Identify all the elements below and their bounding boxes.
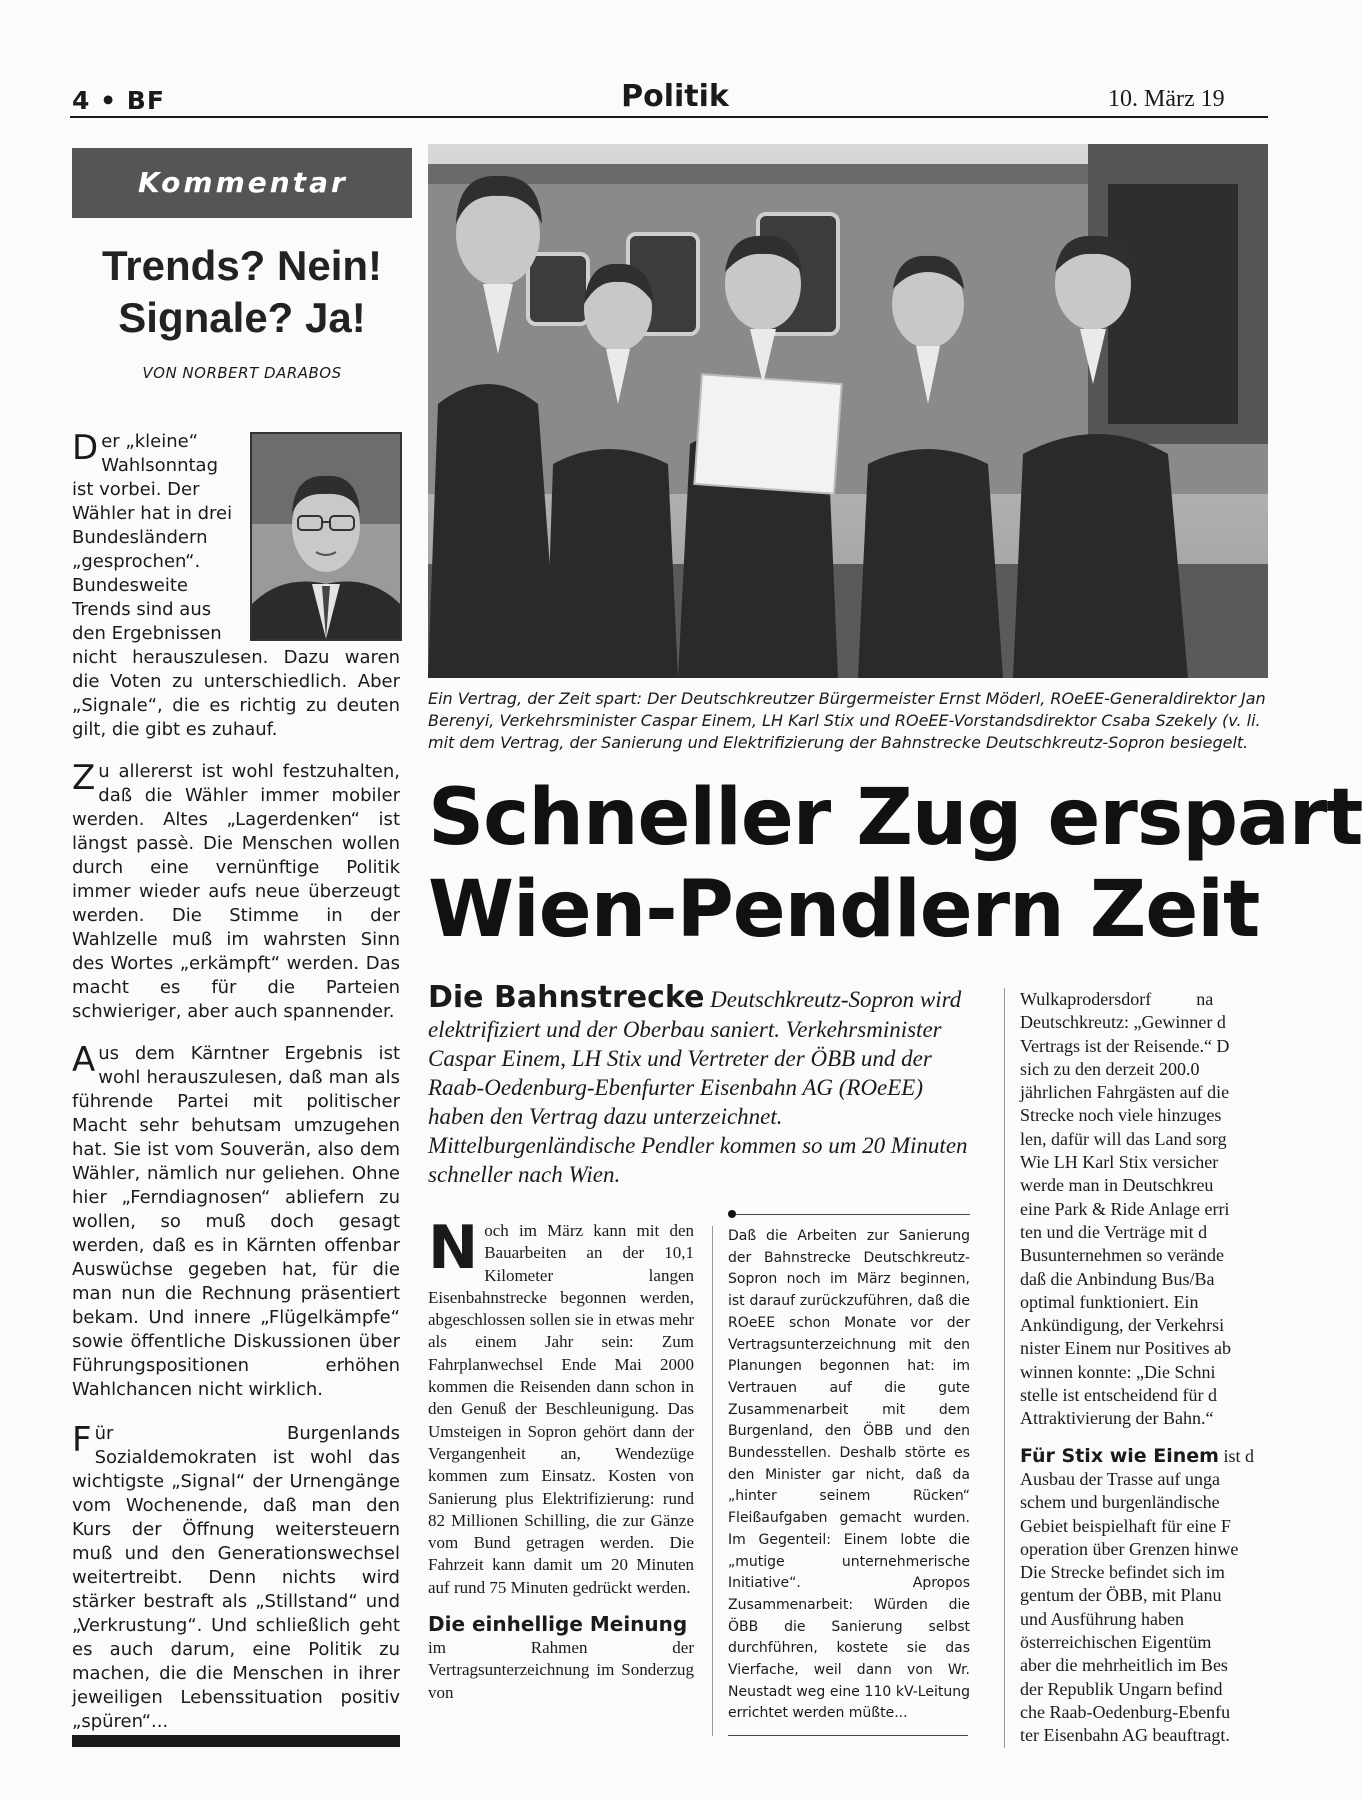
body-text: im Rahmen der Vertragsunterzeichnung im Sonderzug von xyxy=(428,1638,694,1702)
body-line: daß die Anbindung Bus/Ba xyxy=(1020,1268,1215,1289)
body-line: sich zu den derzeit 200.0 xyxy=(1020,1058,1200,1079)
comment-paragraph-1b: nicht herauszulesen. Dazu waren die Voten zu unterschiedlich. Aber „Signale“, die es richtig zu deuten gilt, die gibt es zuhauf. xyxy=(72,647,400,740)
comment-paragraph-4-text: ür Burgenlands Sozialdemokraten ist wohl das wichtigste „Signal“ der Urnengänge vom Wochenende, daß man den Kurs der Öffnung weitersteuern muß und den Generationswechsel weitertreibt. Denn nichts wird stärker bestraft als „Stillstand“ und „Verkrustung“. Und schließlich geht es auch darum, eine Politik zu machen, die die Menschen in ihrer jeweiligen Lebenssituation positiv „spüren“... xyxy=(72,1423,400,1732)
comment-paragraph-2 xyxy=(72,760,400,1024)
dropcap: Z xyxy=(72,758,96,798)
body-line: österreichischen Eigentüm xyxy=(1020,1632,1212,1653)
column-divider xyxy=(1004,988,1005,1748)
article-headline-line2: Wien-Pendlern Zeit xyxy=(428,865,1260,955)
body-text: och im März kann mit den Bauarbeiten an der 10,1 Kilometer langen Eisenbahnstrecke begonnen werden, abgeschlossen sollen sie in etwas mehr als einem Jahr sein: Zum Fahrplanwechsel Ende Mai 2000 kommen die Reisenden dann schon in den Genuß der Beschleunigung. Das Umsteigen in Sopron gehört dann der Vergangenheit an, Wendezüge kommen zum Einsatz. Kosten von Sanierung plus Elektrifizierung: rund 82 Millionen Schilling, die zur Gänze vom Bund getragen werden. Die Fahrzeit kann damit um 20 Minuten auf rund 75 Minuten gedrückt werden. xyxy=(428,1221,694,1597)
body-line: gentum der ÖBB, mit Planu xyxy=(1020,1585,1222,1606)
article-body-column-1 xyxy=(428,1213,694,1704)
portrait-drawing xyxy=(252,434,400,639)
caption-line-3: mit dem Vertrag, der Sanierung und Elektrifizierung der Bahnstrecke Deutschkreutz-Sopron besiegelt. xyxy=(428,733,1249,752)
body-line: Die Strecke befindet sich im xyxy=(1020,1562,1225,1583)
body-line: ter Eisenbahn AG beauftragt. xyxy=(1020,1725,1230,1746)
body-line: aber die mehrheitlich im Bes xyxy=(1020,1655,1228,1676)
comment-paragraph-1a xyxy=(72,430,244,646)
bullet-dot xyxy=(728,1210,736,1218)
article-box xyxy=(728,1226,970,1725)
comment-byline: VON NORBERT DARABOS xyxy=(142,364,342,382)
comment-paragraph-3-text: us dem Kärntner Ergebnis ist wohl herauszulesen, daß man als führende Partei mit politischer Macht sehr behutsam umzugehen hat. Sie ist vom Souverän, also dem Wähler, nämlich nur geliehen. Ohne hier „Ferndiagnosen“ abliefern zu wollen, so muß doch gesagt werden, daß es in Kärnten offenbar Auswüchse gegeben hat, für die man nun die Rechnung präsentiert bekam. Und innere „Flügelkämpfe“ sowie öffentliche Diskussionen über Führungspositionen erhöhen Wahlchancen nicht wirklich. xyxy=(72,1043,400,1400)
body-line: che Raab-Oedenburg-Ebenfu xyxy=(1020,1701,1231,1722)
body-line: schem und burgenländische xyxy=(1020,1492,1220,1513)
body-line: Gebiet beispielhaft für eine F xyxy=(1020,1515,1231,1536)
comment-headline-line1: Trends? Nein! xyxy=(101,242,383,289)
body-line: Wie LH Karl Stix versicher xyxy=(1020,1152,1219,1173)
body-line: operation über Grenzen hinwe xyxy=(1020,1538,1239,1559)
article-photo xyxy=(428,144,1268,678)
article-headline-line1: Schneller Zug erspart xyxy=(428,773,1362,863)
body-line: jährlichen Fahrgästen auf die xyxy=(1020,1082,1230,1103)
header-rule xyxy=(70,116,1268,118)
comment-end-bar xyxy=(72,1735,400,1747)
body-line: ten und die Verträge mit d xyxy=(1020,1221,1208,1242)
comment-paragraph-1-text: er „kleine“ Wahlsonntag ist vorbei. Der Wähler hat in drei Bundesländern „gesprochen“. Bundesweite Trends sind aus den Ergebnissen xyxy=(72,431,233,644)
article-deck xyxy=(428,980,976,1189)
subhead: Die einhellige Meinung xyxy=(428,1612,688,1637)
caption-line-1: Ein Vertrag, der Zeit spart: Der Deutschkreutzer Bürgermeister Ernst Möderl, ROeEE-Generaldirektor Jan xyxy=(428,689,1266,708)
photo-drawing xyxy=(428,144,1268,678)
subhead xyxy=(1020,1445,1268,1468)
body-line: winnen konnte: „Die Schni xyxy=(1020,1361,1216,1382)
body-line: optimal funktioniert. Ein xyxy=(1020,1291,1199,1312)
body-line: Vertrags ist der Reisende.“ D xyxy=(1020,1035,1230,1056)
comment-headline-line2: Signale? Ja! xyxy=(118,294,366,341)
comment-headline xyxy=(72,240,412,344)
box-end-rule xyxy=(728,1735,968,1736)
caption-line-2: Berenyi, Verkehrsminister Caspar Einem, LH Karl Stix und ROeEE-Vorstandsdirektor Csaba Szekely (v. li. xyxy=(428,711,1261,730)
dropcap: F xyxy=(72,1420,92,1460)
comment-paragraph-3 xyxy=(72,1042,400,1402)
subhead-label: Für Stix wie Einem xyxy=(1020,1444,1219,1467)
dropcap: D xyxy=(72,428,99,468)
dropcap: A xyxy=(72,1040,96,1080)
body-line: Wulkaprodersdorf na xyxy=(1020,989,1214,1009)
body-line: eine Park & Ride Anlage erri xyxy=(1020,1198,1230,1219)
body-line: der Republik Ungarn befind xyxy=(1020,1678,1223,1699)
comment-paragraph-4 xyxy=(72,1422,400,1734)
issue-date: 10. März 19 xyxy=(1108,86,1225,112)
deck-lead: Die Bahnstrecke xyxy=(428,980,705,1015)
comment-paragraph-2-text: u allererst ist wohl festzuhalten, daß die Wähler immer mobiler werden. Altes „Lagerdenken“ ist längst passè. Die Menschen wollen durch eine vernünftige Politik immer wieder aufs neue überzeugt werden. Die Stimme in der Wahlzelle muß im wahrsten Sinn des Wortes „erkämpft“ werden. Das macht es für die Parteien schwieriger, aber auch spannender. xyxy=(72,761,400,1022)
body-line: Busunternehmen so verände xyxy=(1020,1245,1224,1266)
body-line: Strecke noch viele hinzuges xyxy=(1020,1105,1222,1126)
body-line: Ankündigung, der Verkehrsi xyxy=(1020,1315,1225,1336)
body-line: nister Einem nur Positives ab xyxy=(1020,1338,1231,1359)
body-line: Attraktivierung der Bahn.“ xyxy=(1020,1408,1214,1429)
column-divider xyxy=(712,1226,713,1736)
body-text: ist d xyxy=(1218,1445,1254,1466)
dropcap: N xyxy=(428,1213,479,1283)
comment-label: Kommentar xyxy=(72,148,412,218)
box-text: Daß die Arbeiten zur Sanierung der Bahnstrecke Deutschkreutz-Sopron noch im März beginnen, ist darauf zurückzuführen, daß die ROeEE schon Monate vor der Vertragsunterzeichnung mit den Planungen begonnen hat: im Vertrauen auf die gute Zusammenarbeit mit dem Burgenland, den ÖBB und den Bundesstellen. Deshalb störte es den Minister gar nicht, daß da „hinter seinem Rücken“ Fleißaufgaben gemacht wurden. Im Gegenteil: Einem lobte die „mutige unternehmerische Initiative“. Apropos Zusammenarbeit: Würden die ÖBB die Sanierung selbst durchführen, kostete sie das Vierfache, weil dann von Wr. Neustadt weg eine 110 kV-Leitung errichtet werden müßte... xyxy=(728,1228,970,1722)
body-line: stelle ist entscheidend für d xyxy=(1020,1385,1217,1406)
body-line: werde man in Deutschkreu xyxy=(1020,1175,1214,1196)
body-line: len, dafür will das Land sorg xyxy=(1020,1128,1227,1149)
body-line: Ausbau der Trasse auf unga xyxy=(1020,1468,1220,1489)
page-number: 4 • BF xyxy=(72,86,165,115)
article-headline xyxy=(428,772,1362,956)
deck-text: Deutschkreutz-Sopron wird elektrifiziert und der Oberbau saniert. Verkehrsminister Caspar Einem, LH Stix und Vertreter der ÖBB und der Raab-Oedenburg-Ebenfurter Eisenbahn AG (ROeEE) haben den Vertrag dazu unterzeichnet. Mittelburgenländische Pendler kommen so um 20 Minuten schneller nach Wien. xyxy=(428,987,968,1187)
box-rule xyxy=(736,1214,970,1215)
body-line: Deutschkreutz: „Gewinner d xyxy=(1020,1012,1226,1033)
body-line: und Ausführung haben xyxy=(1020,1608,1184,1629)
article-body-column-3 xyxy=(1020,988,1268,1748)
photo-caption xyxy=(428,688,1268,754)
section-title: Politik xyxy=(621,79,729,114)
author-portrait xyxy=(250,432,402,641)
